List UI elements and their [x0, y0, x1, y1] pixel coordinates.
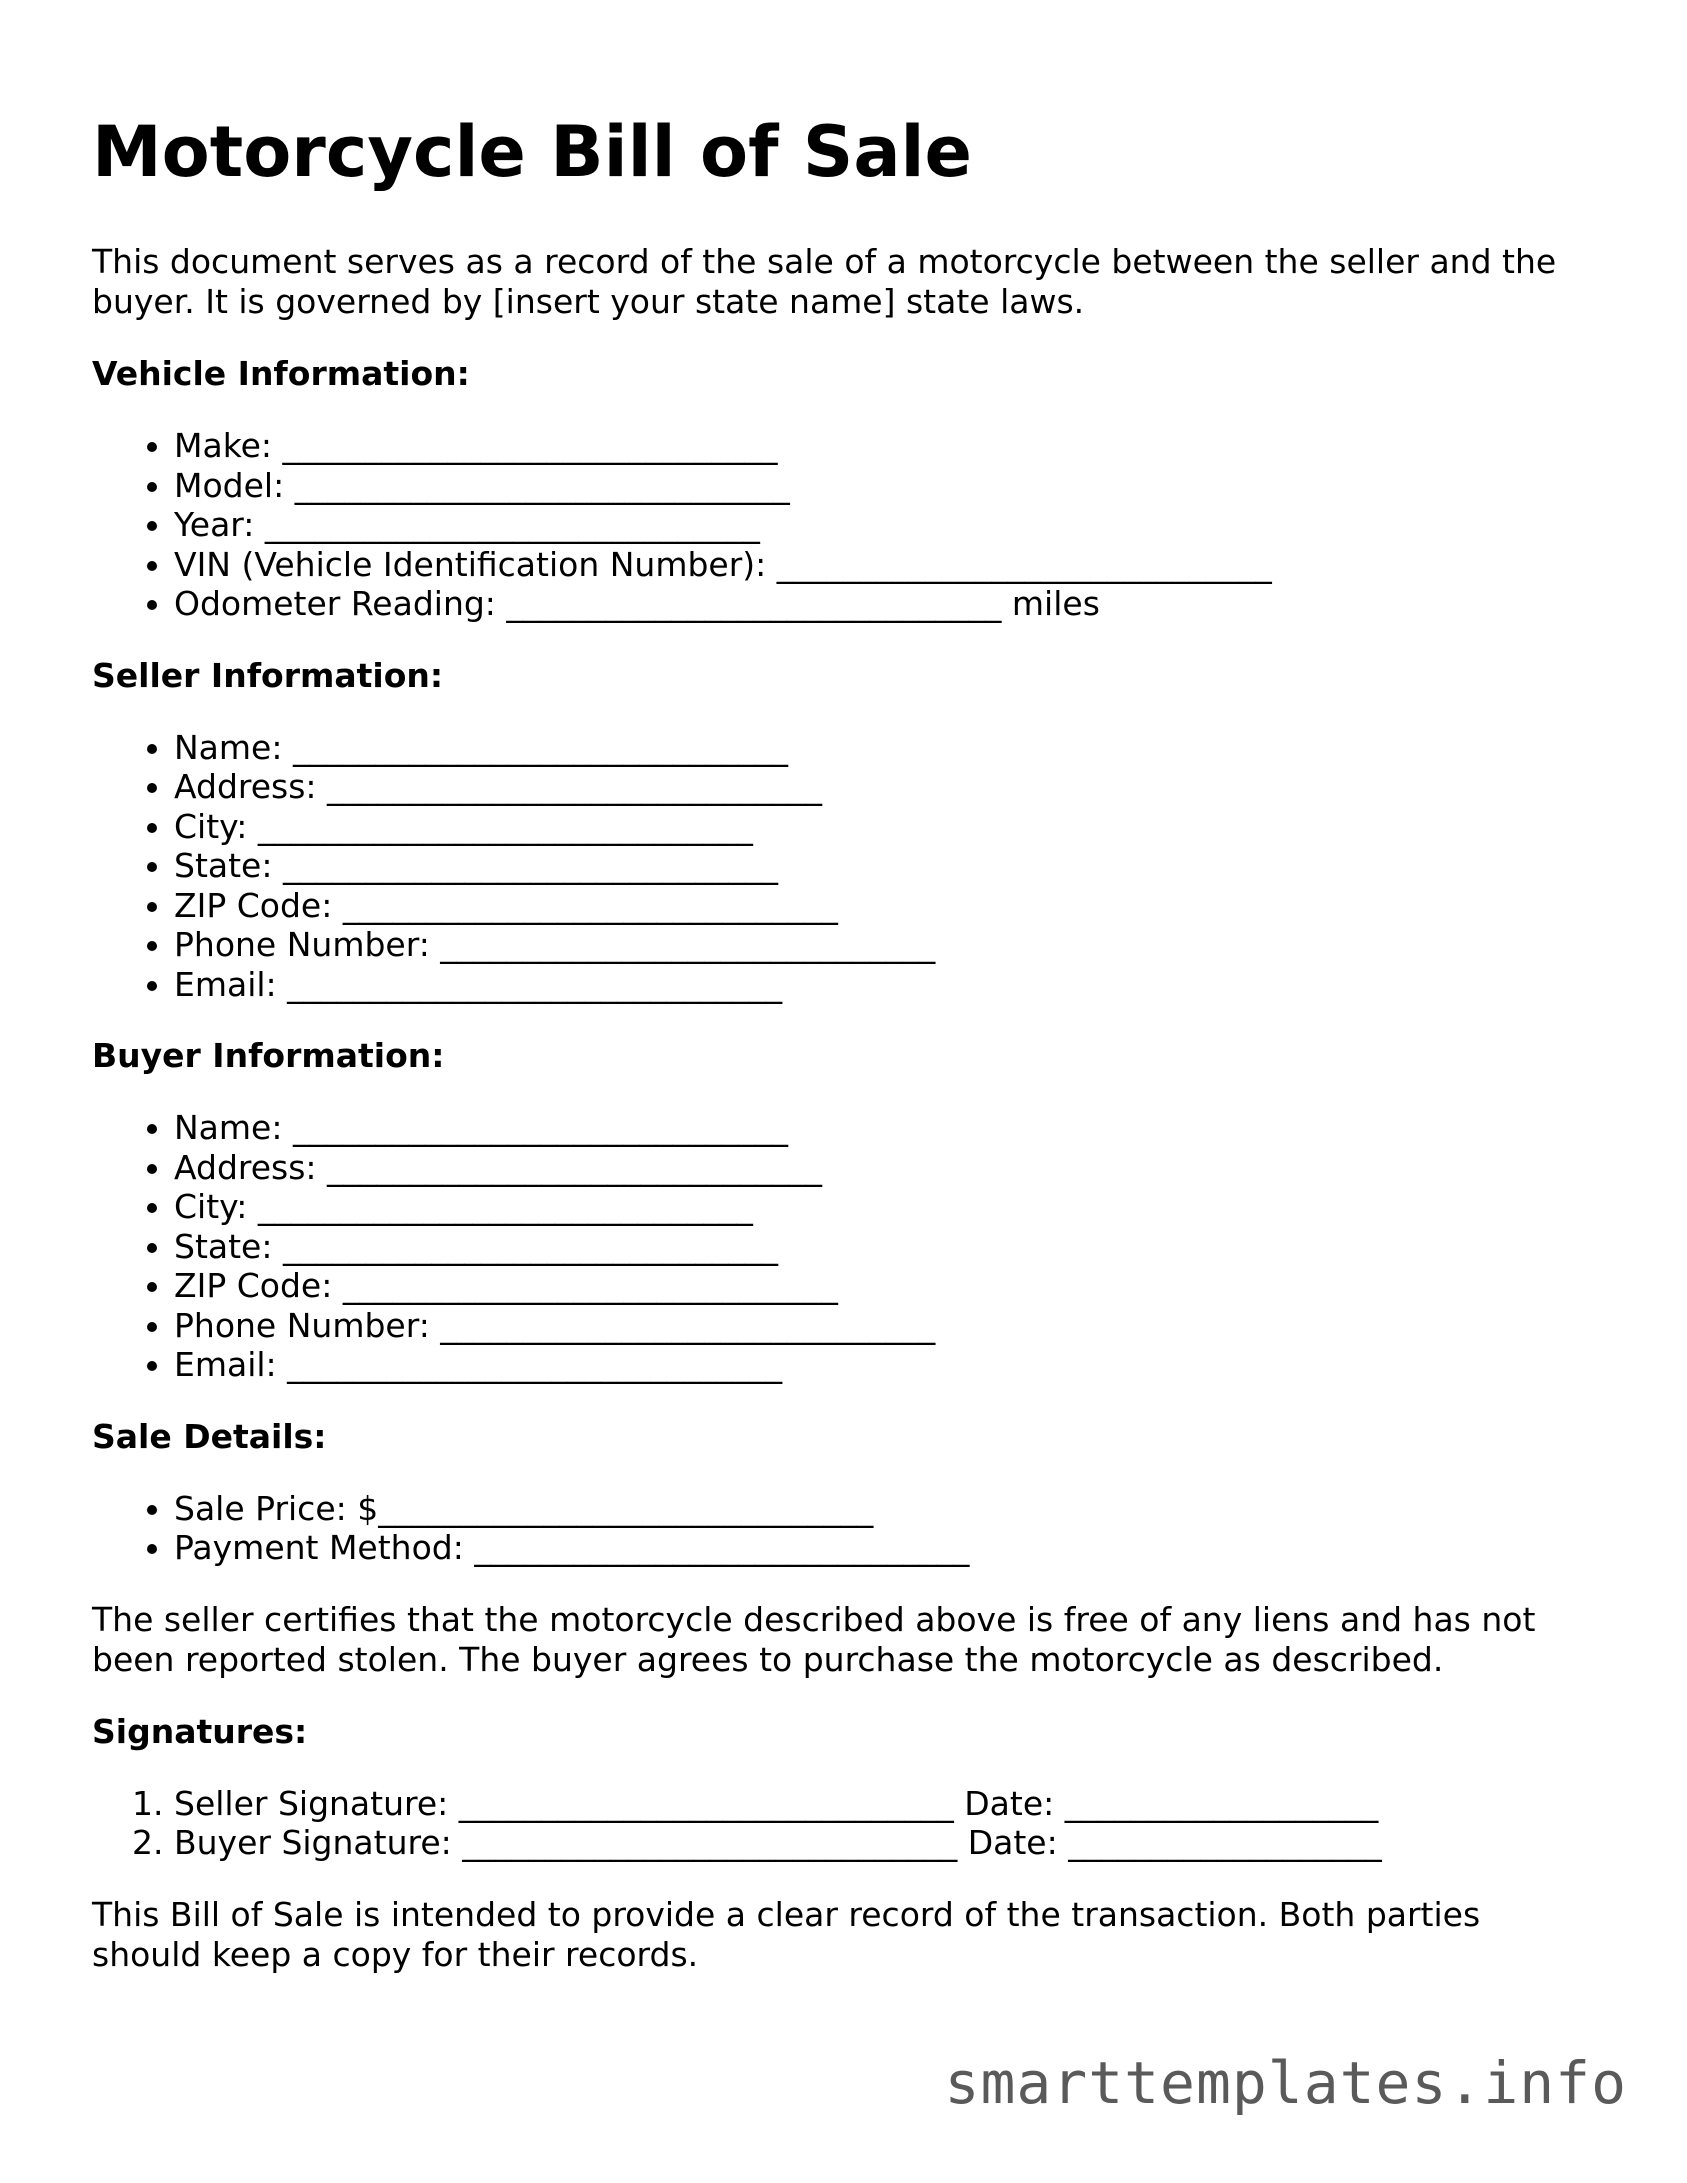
buyer-state-field: • State: ______________________________	[174, 1227, 1592, 1267]
watermark-text: smarttemplates.info	[944, 2049, 1627, 2117]
buyer-name-field: • Name: ______________________________	[174, 1108, 1592, 1148]
seller-phone-field: • Phone Number: ______________________________	[174, 925, 1592, 965]
closing-paragraph: This Bill of Sale is intended to provide a clear record of the transaction. Both parties should keep a copy for their records.	[92, 1894, 1481, 1974]
seller-email-field: • Email: ______________________________	[174, 965, 1592, 1005]
vehicle-vin-field: • VIN (Vehicle Identification Number): ______________________________	[174, 545, 1592, 585]
buyer-email-field: • Email: ______________________________	[174, 1345, 1592, 1385]
seller-name-field: • Name: ______________________________	[174, 728, 1592, 768]
seller-list	[92, 728, 1592, 1005]
vehicle-make-field: • Make: ______________________________	[174, 426, 1592, 466]
sale-list	[92, 1489, 1592, 1568]
buyer-zip-field: • ZIP Code: ______________________________	[174, 1266, 1592, 1306]
intro-paragraph: This document serves as a record of the sale of a motorcycle between the seller and the buyer. It is governed by [insert your state name] state laws.	[92, 242, 1557, 321]
seller-state-field: • State: ______________________________	[174, 846, 1592, 886]
signatures-list	[92, 1784, 1592, 1863]
buyer-heading: Buyer Information:	[92, 1036, 445, 1075]
seller-address-field: • Address: ______________________________	[174, 767, 1592, 807]
certification-paragraph: The seller certifies that the motorcycle described above is free of any liens and has not been reported stolen. The buyer agrees to purchase the motorcycle as described.	[92, 1599, 1536, 1679]
document-page	[92, 112, 1592, 1975]
seller-zip-field: • ZIP Code: ______________________________	[174, 886, 1592, 926]
sale-price-field: • Sale Price: $______________________________	[174, 1489, 1592, 1529]
signatures-heading: Signatures:	[92, 1711, 308, 1751]
buyer-signature-line: 2. Buyer Signature: ______________________________ Date: ___________________	[174, 1823, 1592, 1863]
vehicle-model-field: • Model: ______________________________	[174, 466, 1592, 506]
vehicle-odometer-field: • Odometer Reading: ______________________________ miles	[174, 584, 1592, 624]
vehicle-year-field: • Year: ______________________________	[174, 505, 1592, 545]
buyer-address-field: • Address: ______________________________	[174, 1148, 1592, 1188]
buyer-city-field: • City: ______________________________	[174, 1187, 1592, 1227]
vehicle-heading: Vehicle Information:	[92, 354, 470, 393]
seller-signature-line: 1. Seller Signature: ______________________________ Date: ___________________	[174, 1784, 1592, 1824]
vehicle-list	[92, 426, 1592, 624]
seller-heading: Seller Information:	[92, 655, 444, 695]
document-title: Motorcycle Bill of Sale	[92, 111, 973, 193]
buyer-list	[92, 1108, 1592, 1385]
buyer-phone-field: • Phone Number: ______________________________	[174, 1306, 1592, 1346]
seller-city-field: • City: ______________________________	[174, 807, 1592, 847]
payment-method-field: • Payment Method: ______________________________	[174, 1528, 1592, 1568]
sale-heading: Sale Details:	[92, 1416, 327, 1456]
